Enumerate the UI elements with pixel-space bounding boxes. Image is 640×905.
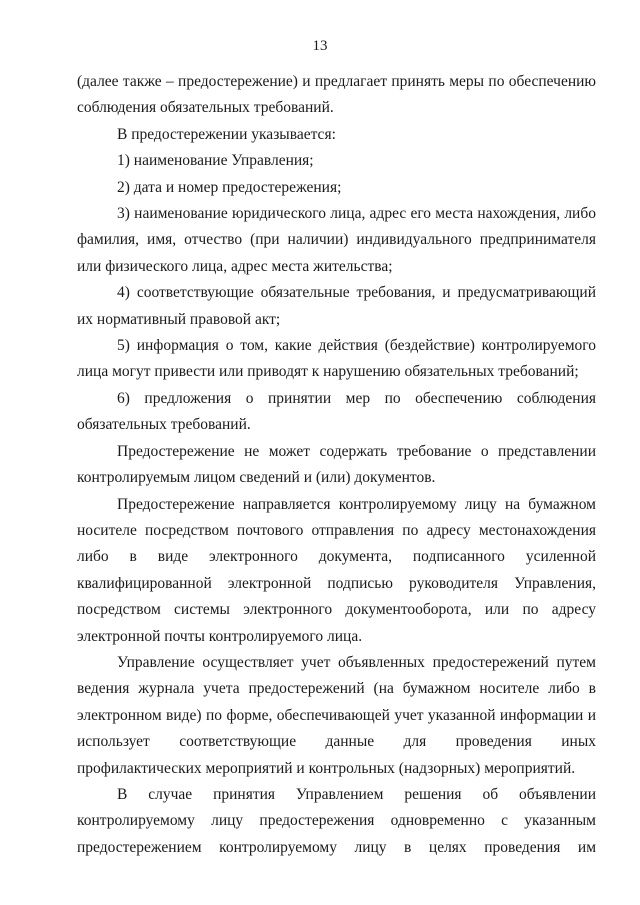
paragraph-preventive-warning-continuation: (далее также – предостережение) и предлагает принять меры по обеспечению соблюдения обязательных требований. [77, 73, 596, 117]
list-item-2: 2) дата и номер предостережения; [117, 178, 342, 196]
document-body [77, 69, 596, 861]
list-item-1: 1) наименование Управления; [117, 152, 314, 170]
paragraph-decision-continuation: В случае принятия Управлением решения об объявлении контролируемому лицу предостережения одновременно с указанным предостережением контролируемому лицу в целях проведения им [77, 785, 596, 856]
paragraph-warning-contents-intro: В предостережении указывается: [117, 125, 336, 143]
paragraph-no-document-requirement: Предостережение не может содержать требование о представлении контролируемым лицом сведений и (или) документов. [77, 442, 596, 487]
list-item-6: 6) предложения о принятии мер по обеспечению соблюдения обязательных требований. [77, 389, 596, 434]
list-item-5: 5) информация о том, какие действия (бездействие) контролируемого лица могут привести или приводят к нарушению обязательных требований; [77, 337, 596, 381]
list-item-4: 4) соответствующие обязательные требования, и предусматривающий их нормативный правовой акт; [77, 284, 596, 328]
paragraph-delivery-method: Предостережение направляется контролируемому лицу на бумажном носителе посредством почтового отправления по адресу местонахождения либо в виде электронного документа, подписанного усиленной квалифицированной электронной подписью руководителя Управления, посредством системы электронного документооборота, или по адресу электронной почты контролируемого лица. [77, 495, 596, 645]
list-item-3: 3) наименование юридического лица, адрес его места нахождения, либо фамилия, имя, отчество (при наличии) индивидуального предпринимателя или физического лица, адрес места жительства; [77, 205, 596, 275]
paragraph-warning-register: Управление осуществляет учет объявленных предостережений путем ведения журнала учета предостережений (на бумажном носителе либо в электронном виде) по форме, обеспечивающей учет указанной информации и использует соответствующие данные для проведения иных профилактических мероприятий и контрольных (надзорных) мероприятий. [77, 653, 596, 777]
page-number: 13 [312, 38, 328, 54]
